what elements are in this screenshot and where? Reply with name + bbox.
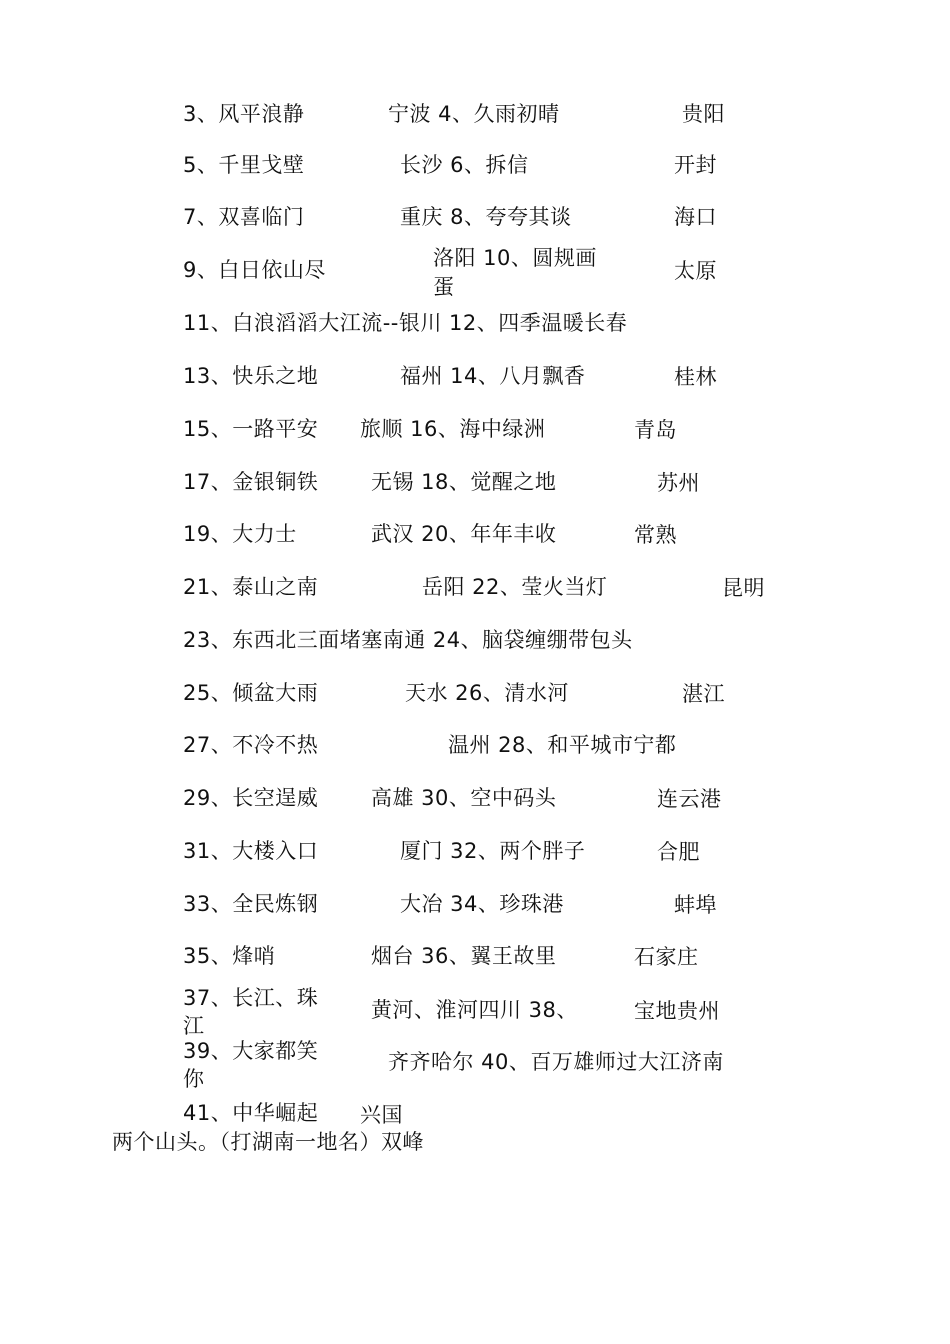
riddle-text: 3、风平浪静: [183, 102, 305, 126]
riddle-text: 35、烽哨: [183, 944, 276, 968]
answer-and-riddle-text: 岳阳 22、莹火当灯: [422, 575, 608, 599]
answer-and-riddle-text: 福州 14、八月飘香: [400, 364, 586, 388]
answer-text: 桂林: [674, 365, 717, 389]
riddle-text: 17、金银铜铁: [183, 470, 319, 494]
riddle-text: 33、全民炼钢: [183, 892, 319, 916]
answer-and-riddle-text: 重庆 8、夸夸其谈: [400, 205, 572, 229]
answer-text: 合肥: [657, 840, 700, 864]
answer-text: 宝地贵州: [634, 999, 720, 1023]
riddle-text: 5、千里戈壁: [183, 153, 305, 177]
answer-and-riddle-text: 宁波 4、久雨初晴: [388, 102, 560, 126]
answer-and-riddle-text: 高雄 30、空中码头: [371, 786, 557, 810]
answer-text: 蚌埠: [674, 893, 717, 917]
answer-text: 海口: [674, 205, 717, 229]
riddle-text: 27、不冷不热: [183, 733, 319, 757]
riddle-text: 19、大力士: [183, 522, 297, 546]
riddle-text: 31、大楼入口: [183, 839, 319, 863]
riddle-text: 11、白浪滔滔大江流--银川 12、四季温暖长春: [183, 311, 628, 335]
answer-text: 湛江: [682, 682, 725, 706]
answer-text: 贵阳: [682, 102, 725, 126]
answer-text: 石家庄: [634, 945, 699, 969]
answer-text: 常熟: [634, 523, 677, 547]
answer-text: 昆明: [722, 576, 765, 600]
riddle-text: 25、倾盆大雨: [183, 681, 319, 705]
answer-and-riddle-text: 温州 28、和平城市宁都: [448, 733, 677, 757]
footer-riddle-text: 两个山头。（打湖南一地名）双峰: [112, 1130, 424, 1154]
riddle-text: 15、一路平安: [183, 417, 319, 441]
riddle-text: 39、大家都笑你: [183, 1039, 319, 1091]
riddle-text: 9、白日依山尽: [183, 258, 326, 282]
answer-and-riddle-text: 烟台 36、翼王故里: [371, 944, 557, 968]
answer-text: 太原: [674, 259, 717, 283]
answer-and-riddle-text: 武汉 20、年年丰收: [371, 522, 557, 546]
answer-and-riddle-text: 无锡 18、觉醒之地: [371, 470, 557, 494]
riddle-text: 29、长空逞威: [183, 786, 319, 810]
answer-text: 苏州: [657, 471, 700, 495]
answer-and-riddle-text: 厦门 32、两个胖子: [400, 839, 586, 863]
riddle-text: 37、长江、珠江: [183, 986, 319, 1038]
riddle-text: 13、快乐之地: [183, 364, 319, 388]
answer-and-riddle-text: 洛阳 10、圆规画蛋: [433, 246, 597, 299]
riddle-text: 7、双喜临门: [183, 205, 305, 229]
riddle-text: 21、泰山之南: [183, 575, 319, 599]
answer-and-riddle-text: 天水 26、清水河: [405, 681, 569, 705]
answer-and-riddle-text: 黄河、淮河四川 38、: [371, 998, 578, 1022]
answer-text: 兴国: [360, 1103, 403, 1127]
answer-and-riddle-text: 旅顺 16、海中绿洲: [360, 417, 546, 441]
riddle-text: 23、东西北三面堵塞南通 24、脑袋缠绷带包头: [183, 628, 633, 652]
answer-text: 青岛: [634, 418, 677, 442]
answer-and-riddle-text: 齐齐哈尔 40、百万雄师过大江济南: [388, 1050, 724, 1074]
answer-and-riddle-text: 大冶 34、珍珠港: [400, 892, 564, 916]
answer-text: 连云港: [657, 787, 722, 811]
answer-and-riddle-text: 长沙 6、拆信: [400, 153, 529, 177]
riddle-text: 41、中华崛起: [183, 1101, 319, 1125]
answer-text: 开封: [674, 153, 717, 177]
